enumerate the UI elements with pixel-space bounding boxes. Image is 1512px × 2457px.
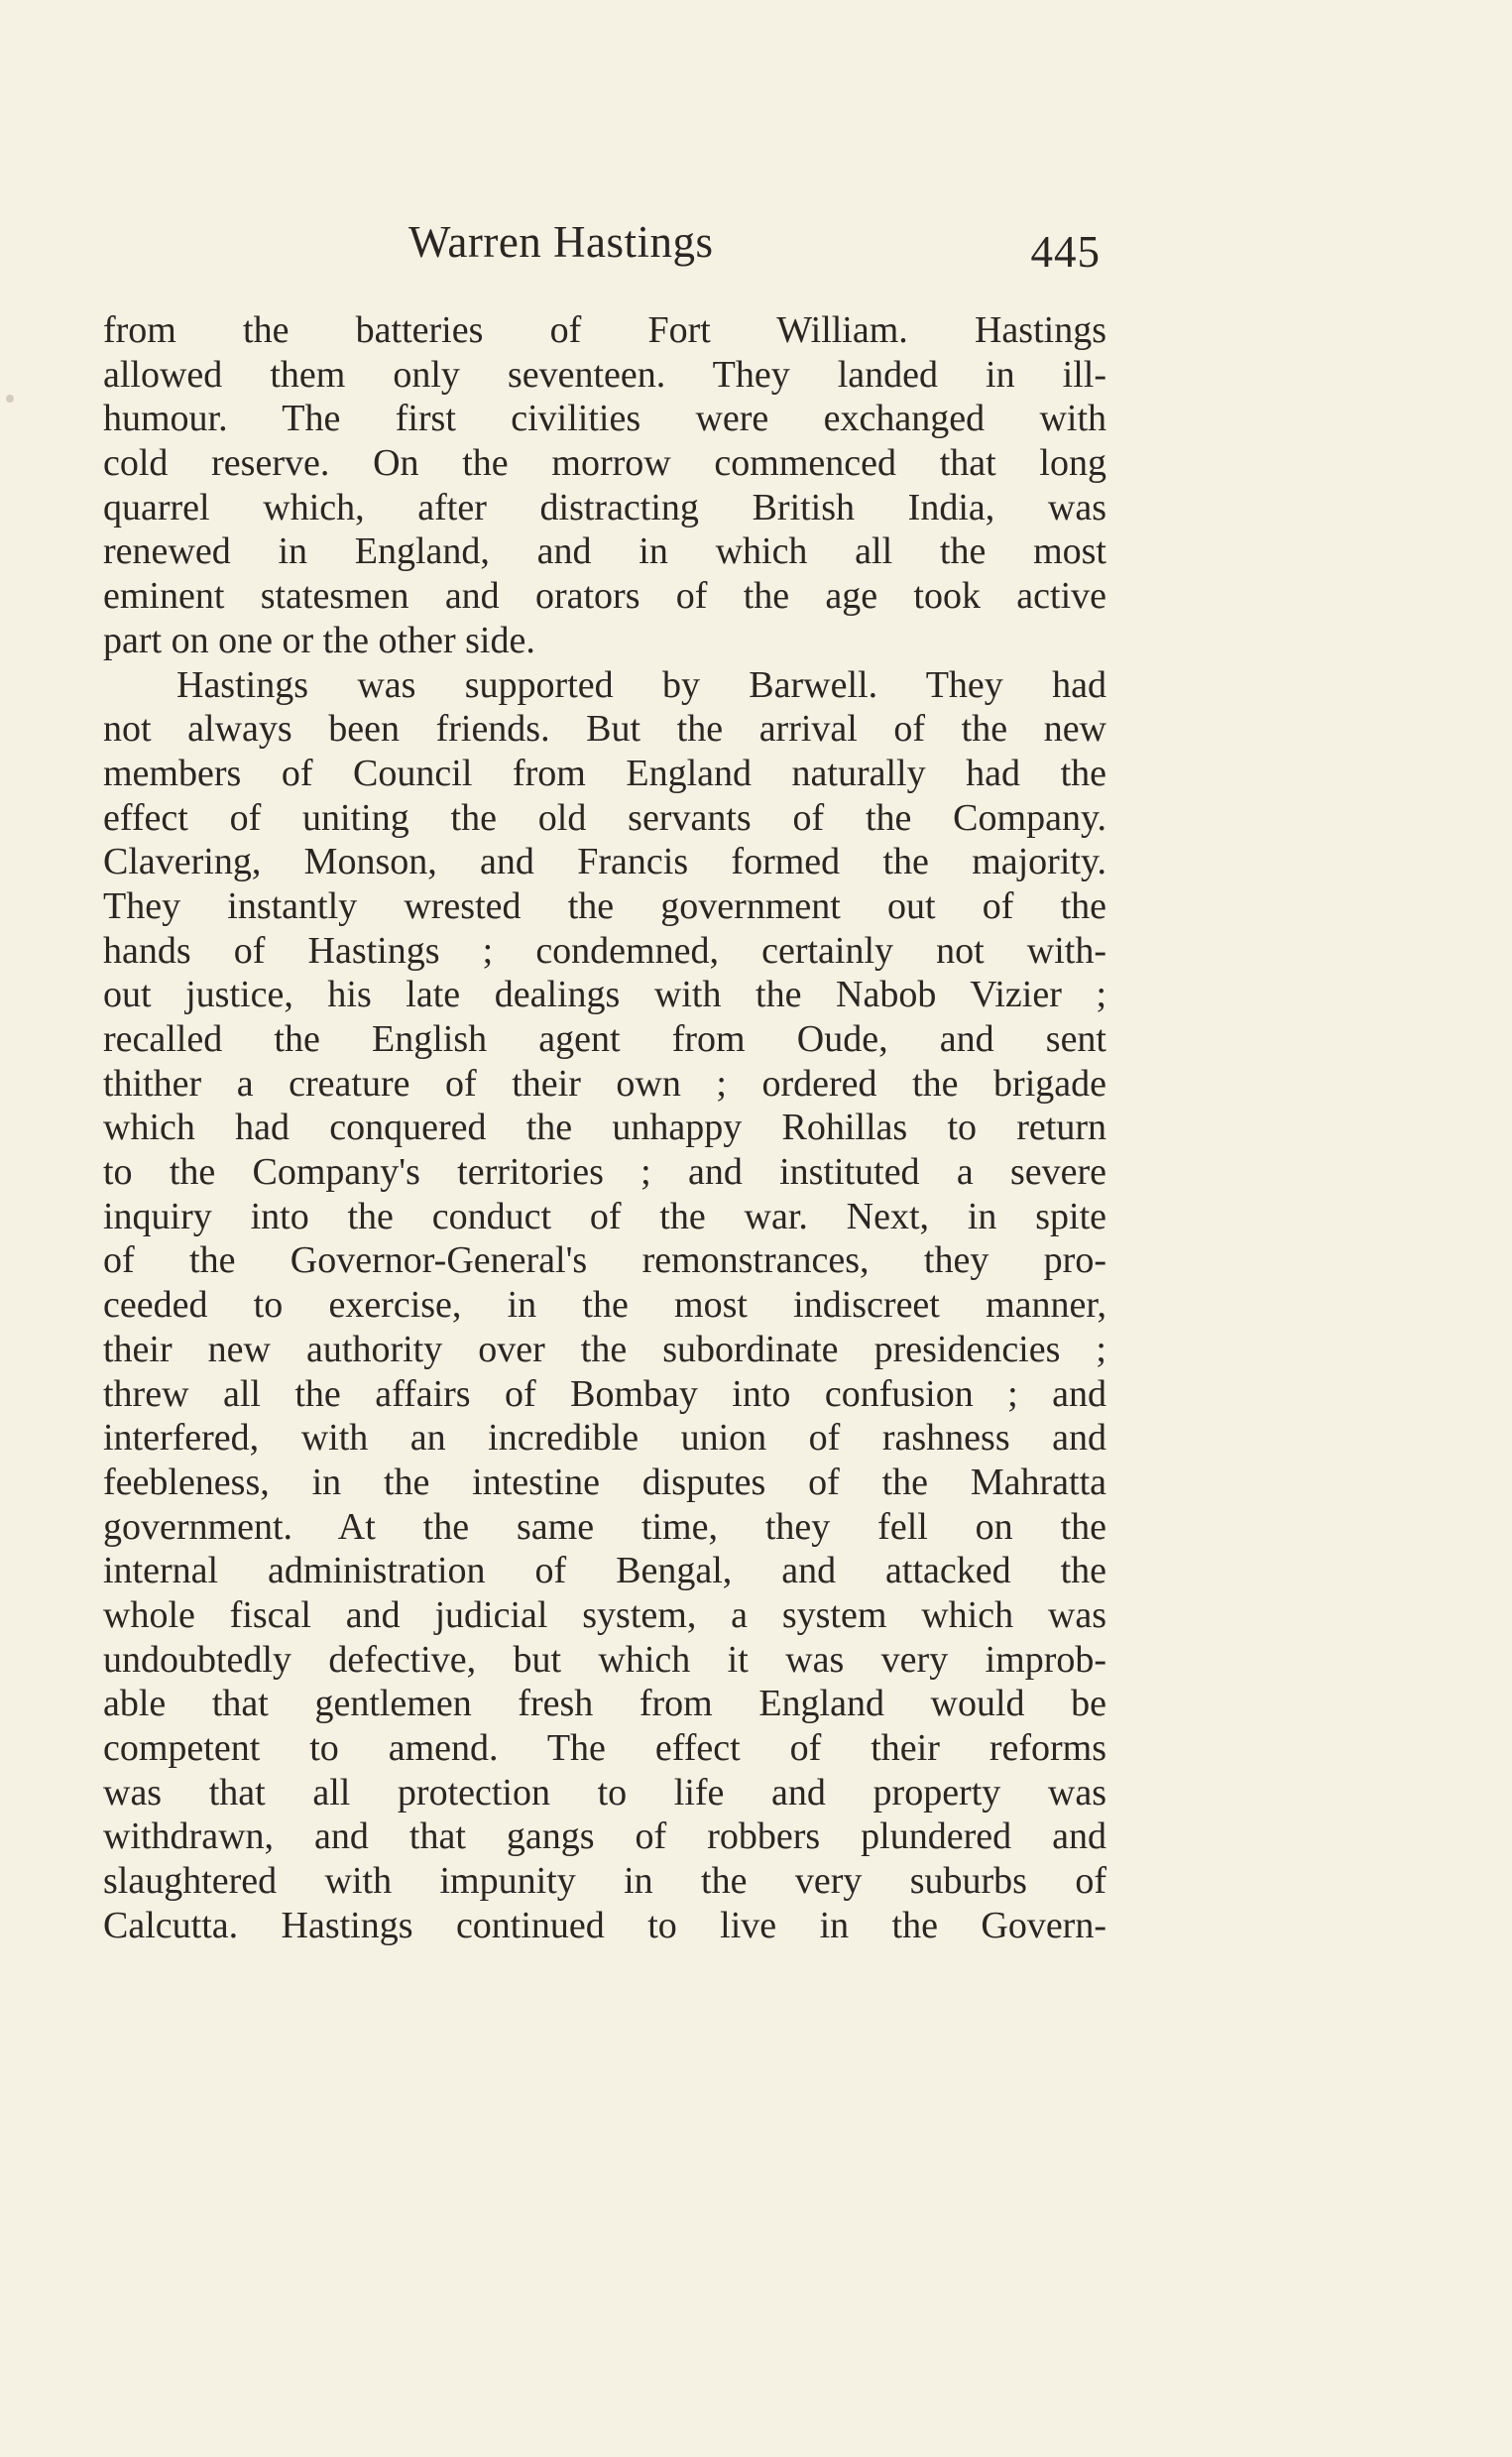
text-line: competent to amend. The effect of their reforms [103,1727,1106,1769]
paper-speck [6,395,14,403]
text-line: which had conquered the unhappy Rohillas to return [103,1107,1106,1149]
text-line: part on one or the other side. [103,619,535,661]
text-line: quarrel which, after distracting British India, was [103,486,1106,528]
text-line: to the Company's territories ; and instituted a severe [103,1151,1106,1194]
text-line: thither a creature of their own ; ordered the brigade [103,1062,1106,1105]
text-line: eminent statesmen and orators of the age took active [103,575,1106,618]
text-line: from the batteries of Fort William. Hastings [103,309,1106,351]
text-line: feebleness, in the intestine disputes of the Mahratta [103,1461,1106,1503]
text-line: of the Governor-General's remonstrances, they pro- [103,1239,1106,1282]
paragraph-2 [103,663,1106,1948]
text-line: whole fiscal and judicial system, a system which was [103,1593,1106,1636]
text-line: recalled the English agent from Oude, and sent [103,1018,1106,1060]
text-line: not always been friends. But the arrival of the new [103,708,1106,751]
text-line: Clavering, Monson, and Francis formed the majority. [103,841,1106,883]
text-line: Hastings was supported by Barwell. They had [176,663,1106,706]
text-line: threw all the affairs of Bombay into confusion ; and [103,1372,1106,1415]
text-line: allowed them only seventeen. They landed in ill- [103,353,1106,396]
text-line: out justice, his late dealings with the Nabob Vizier ; [103,974,1106,1016]
text-line: able that gentlemen fresh from England would be [103,1683,1106,1725]
text-line: ceeded to exercise, in the most indiscreet manner, [103,1284,1106,1327]
text-line: their new authority over the subordinate presidencies ; [103,1328,1106,1370]
text-line: They instantly wrested the government out of the [103,884,1106,927]
text-line: humour. The first civilities were exchanged with [103,398,1106,440]
text-line: was that all protection to life and property was [103,1771,1106,1814]
text-line: undoubtedly defective, but which it was very improb- [103,1638,1106,1681]
text-line: members of Council from England naturally had the [103,752,1106,794]
text-line: hands of Hastings ; condemned, certainly not with- [103,929,1106,972]
body-text [103,308,1106,1947]
text-line: inquiry into the conduct of the war. Next, in spite [103,1195,1106,1237]
text-line: renewed in England, and in which all the most [103,530,1106,573]
text-line: government. At the same time, they fell on the [103,1505,1106,1548]
text-line: withdrawn, and that gangs of robbers plundered and [103,1815,1106,1858]
page-number: 445 [1030,227,1101,277]
text-line: Calcutta. Hastings continued to live in the Govern- [103,1904,1106,1946]
text-line: internal administration of Bengal, and attacked the [103,1550,1106,1592]
text-line: slaughtered with impunity in the very suburbs of [103,1860,1106,1903]
running-head [103,216,1106,286]
text-line: effect of uniting the old servants of the Company. [103,796,1106,839]
text-line: cold reserve. On the morrow commenced that long [103,442,1106,485]
text-line: interfered, with an incredible union of rashness and [103,1417,1106,1460]
running-title: Warren Hastings [408,217,714,267]
paragraph-1 [103,308,1106,663]
